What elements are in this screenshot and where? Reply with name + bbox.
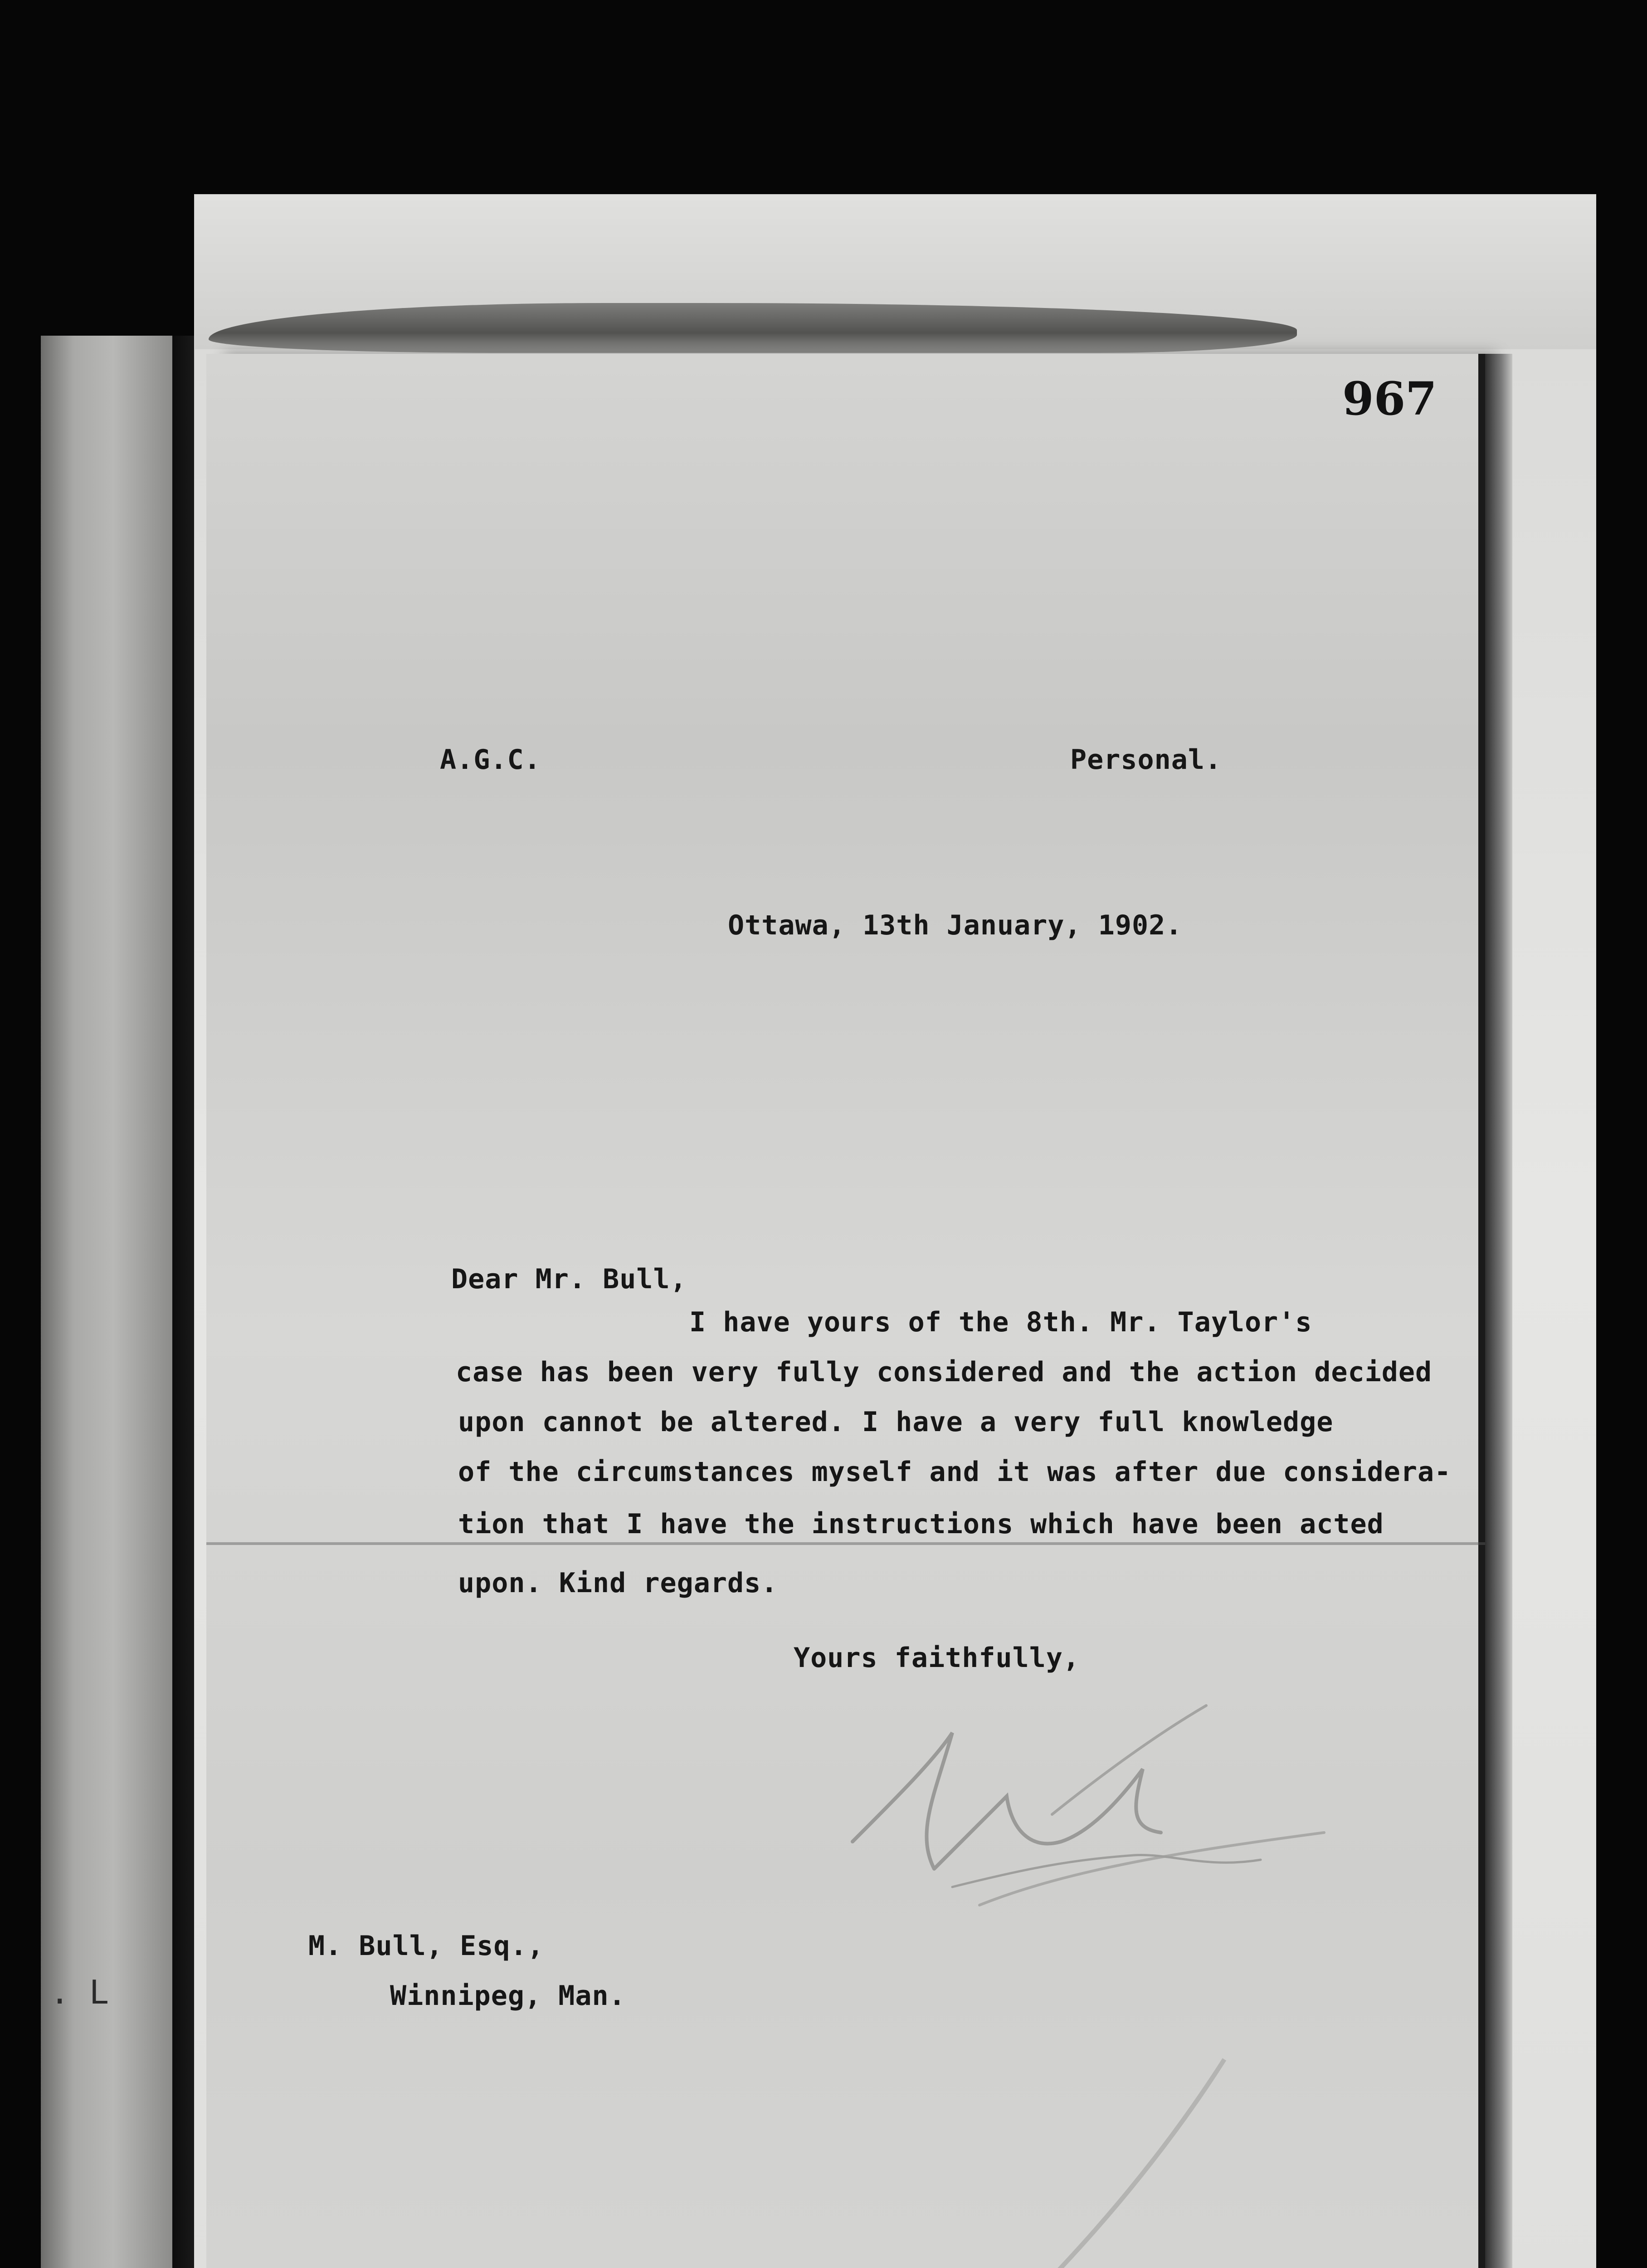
- letter-right-edge: [1485, 354, 1512, 2268]
- handwritten-signature: [816, 1678, 1451, 1996]
- dateline: Ottawa, 13th January, 1902.: [728, 909, 1183, 941]
- body-line: of the circumstances myself and it was after due considera-: [458, 1456, 1452, 1488]
- recipient-name: M. Bull, Esq.,: [308, 1930, 544, 1962]
- recipient-city: Winnipeg, Man.: [390, 1980, 626, 2012]
- closing: Yours faithfully,: [794, 1642, 1080, 1674]
- header-left: A.G.C.: [440, 744, 541, 776]
- salutation: Dear Mr. Bull,: [451, 1263, 687, 1295]
- header-right: Personal.: [1070, 744, 1222, 776]
- body-line: upon cannot be altered. I have a very full knowledge: [458, 1406, 1334, 1438]
- paper-crease: [907, 2041, 1315, 2268]
- margin-mark: . L: [50, 1973, 109, 2011]
- body-line: I have yours of the 8th. Mr. Taylor's: [689, 1306, 1312, 1338]
- body-line: upon. Kind regards.: [458, 1567, 778, 1599]
- page-number: 967: [1342, 372, 1437, 425]
- body-line: case has been very fully considered and the action decided: [456, 1356, 1433, 1388]
- body-line: tion that I have the instructions which have been acted: [458, 1508, 1384, 1540]
